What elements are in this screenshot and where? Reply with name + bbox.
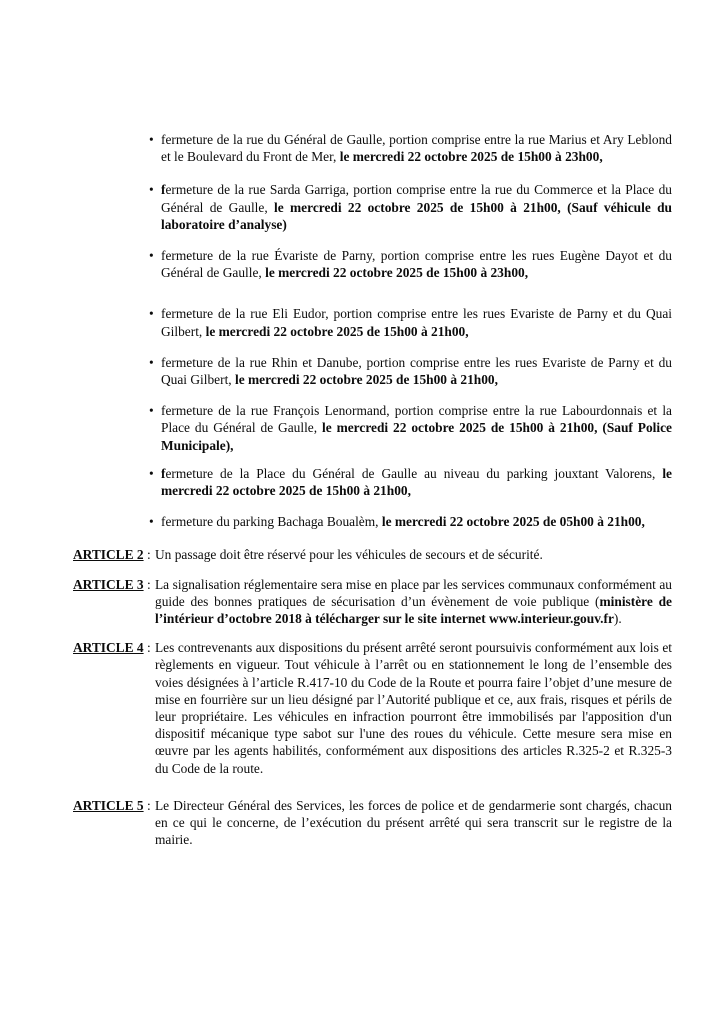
text-segment: fermeture de la rue François Lenormand, portion comprise entre la rue Labourdonnais et la Place du Général de Gaulle, (161, 403, 672, 436)
closure-item (150, 465, 672, 499)
closure-item (150, 247, 672, 281)
article-number: ARTICLE 4 (73, 640, 144, 656)
bold-text-segment: le mercredi 22 octobre 2025 de 15h00 à 21h00, (Sauf véhicule du laboratoire d’analyse) (161, 199, 672, 232)
article-label (73, 546, 155, 563)
article-4 (73, 639, 672, 777)
bold-text-segment: le mercredi 22 octobre 2025 de 15h00 à 21h00, (205, 323, 469, 339)
article-body (155, 639, 672, 777)
article-body (155, 546, 672, 563)
street-closure-list (150, 131, 672, 530)
text-segment: fermeture du parking Bachaga Boualèm, (161, 514, 382, 530)
article-label-separator: : (143, 576, 151, 592)
text-segment: fermeture de la rue Évariste de Parny, portion comprise entre les rues Eugène Dayot et du Général de Gaulle, (161, 248, 672, 281)
article-2 (73, 546, 672, 563)
bold-text-segment: le mercredi 22 octobre 2025 de 15h00 à 23h00, (265, 265, 529, 281)
article-label-separator: : (143, 640, 151, 656)
text-segment: Le Directeur Général des Services, les forces de police et de gendarmerie sont chargés, chacun en ce qui le concerne, de l’exécution du présent arrêté qui sera transcrit sur le registre de la mairie. (155, 797, 672, 848)
text-segment: fermeture de la rue Eli Eudor, portion comprise entre les rues Evariste de Parny et du Quai Gilbert, (161, 306, 672, 339)
article-label-separator: : (143, 797, 151, 813)
bold-text-segment: le mercredi 22 octobre 2025 de 15h00 à 23h00, (339, 149, 603, 165)
closure-item (150, 354, 672, 388)
text-segment: Les contrevenants aux dispositions du présent arrêté seront poursuivis conformément aux lois et règlements en vigueur. Tout véhicule à l’arrêt ou en stationnement le long de l’ensemble des voies désignées à l’article R.417-10 du Code de la Route et pourra faire l’objet d’une mesure de mise en fourrière sur un lieu désigné par l’Autorité publique et ce, aux frais, risques et périls de leur propriétaire. Les véhicules en infraction pourront être immobilisés par l'apposition d'un dispositif mécanique type sabot sur l'une des roues du véhicule. Cette mesure sera mise en œuvre par les agents habilités, conformément aux dispositions des articles R.325-2 et R.325-3 du Code de la route. (155, 640, 672, 776)
closure-item (150, 402, 672, 454)
article-body (155, 576, 672, 628)
article-number: ARTICLE 5 (73, 797, 144, 813)
text-segment: fermeture de la rue Rhin et Danube, portion comprise entre les rues Evariste de Parny et du Quai Gilbert, (161, 354, 672, 388)
article-label-separator: : (143, 547, 151, 563)
article-label (73, 639, 155, 777)
text-segment: ermeture de la Place du Général de Gaulle au niveau du parking jouxtant Valorens, (165, 465, 663, 481)
bold-text-segment: f (161, 465, 166, 481)
article-label (73, 576, 155, 628)
article-label (73, 797, 155, 849)
bold-text-segment: le mercredi 22 octobre 2025 de 15h00 à 21h00, (161, 465, 672, 499)
closure-item (150, 181, 672, 233)
article-body (155, 797, 672, 849)
bold-text-segment: ministère de l’intérieur d’octobre 2018 à télécharger sur le site internet www.interieur.gouv.fr (155, 593, 672, 627)
article-number: ARTICLE 3 (73, 576, 144, 592)
bold-text-segment: le mercredi 22 octobre 2025 de 05h00 à 21h00, (381, 514, 645, 530)
text-segment: La signalisation réglementaire sera mise en place par les services communaux conformément au guide des bonnes pratiques de sécurisation d’un évènement de voie publique ( (155, 576, 672, 609)
bold-text-segment: f (161, 182, 166, 198)
article-3 (73, 576, 672, 628)
closure-item (150, 305, 672, 339)
text-segment: fermeture de la rue du Général de Gaulle, portion comprise entre la rue Marius et Ary Leblond et le Boulevard du Front de Mer, (161, 132, 672, 165)
text-segment: ). (613, 611, 622, 627)
closure-item (150, 513, 672, 530)
article-5 (73, 797, 672, 849)
articles-section (73, 546, 672, 848)
article-number: ARTICLE 2 (73, 547, 144, 563)
bold-text-segment: le mercredi 22 octobre 2025 de 15h00 à 21h00, (235, 372, 498, 388)
closure-item (150, 131, 672, 165)
text-segment: ermeture de la rue Sarda Garriga, portion comprise entre la rue du Commerce et la Place du Général de Gaulle, (161, 182, 672, 215)
bold-text-segment: le mercredi 22 octobre 2025 de 15h00 à 21h00, (Sauf Police Municipale), (161, 420, 672, 453)
text-segment: Un passage doit être réservé pour les véhicules de secours et de sécurité. (155, 547, 543, 563)
